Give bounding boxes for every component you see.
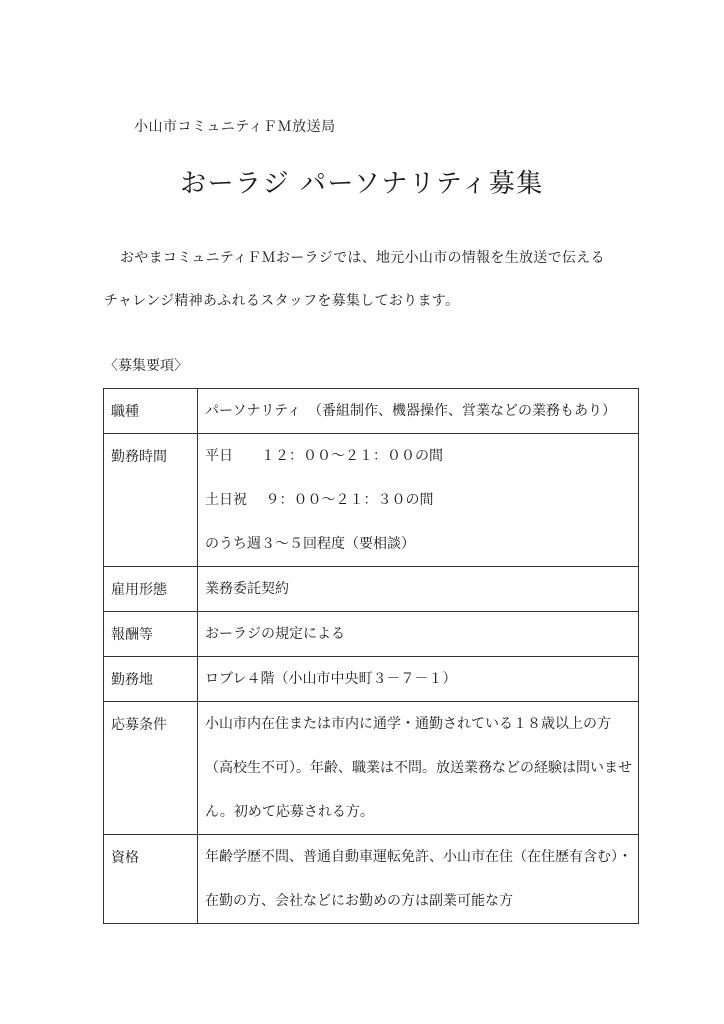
row-value <box>198 835 639 924</box>
row-value <box>198 657 639 702</box>
intro-line-1: おやまコミュニティＦＭおーラジでは、地元小山市の情報を生放送で伝える <box>120 250 605 266</box>
table-row-working-hours <box>104 434 639 567</box>
table-row-work-location <box>104 657 639 702</box>
row-value <box>198 612 639 657</box>
row-key: 応募条件 <box>104 702 198 835</box>
row-key: 勤務地 <box>104 657 198 702</box>
row-value-line: おーラジの規定による <box>205 626 345 642</box>
row-value-line: ん。初めて応募される方。 <box>205 804 374 820</box>
row-key: 雇用形態 <box>104 567 198 612</box>
table-row-qualifications <box>104 835 639 924</box>
row-value <box>198 702 639 835</box>
table-row-compensation <box>104 612 639 657</box>
row-value-line: 業務委託契約 <box>205 581 289 597</box>
row-key: 資格 <box>104 835 198 924</box>
row-value-line: 年齢学歴不問、普通自動車運転免許、小山市在住（在住歴有含む）・ <box>205 849 632 865</box>
row-value-line: 小山市内在住または市内に通学・通勤されている１８歳以上の方 <box>205 716 611 732</box>
row-key: 職種 <box>104 389 198 434</box>
row-value-line: 在勤の方、会社などにお勤めの方は副業可能な方 <box>205 893 513 909</box>
page-title: おーラジ パーソナリティ募集 <box>180 169 544 199</box>
organization-name: 小山市コミュニティＦＭ放送局 <box>134 119 336 135</box>
row-value-line: のうち週３～５回程度（要相談） <box>205 536 415 552</box>
table-row-job-type <box>104 389 639 434</box>
row-value-line: パーソナリティ （番組制作、機器操作、営業などの業務もあり） <box>205 403 617 419</box>
section-heading: 〈募集要項〉 <box>104 358 188 374</box>
row-value-line: ロブレ４階（小山市中央町３－７－１） <box>205 671 457 687</box>
table-row-employment-type <box>104 567 639 612</box>
row-value <box>198 389 639 434</box>
row-value-line: （高校生不可）。年齢、職業は不問。放送業務などの経験は問いませ <box>205 760 632 776</box>
row-key: 報酬等 <box>104 612 198 657</box>
row-key: 勤務時間 <box>104 434 198 567</box>
intro-line-2: チャレンジ精神あふれるスタッフを募集しております。 <box>104 293 460 309</box>
row-value-line: 平日 １２：００～２１：００の間 <box>205 448 443 464</box>
requirements-table <box>103 388 639 924</box>
row-value <box>198 567 639 612</box>
row-value-line: 土日祝 ９：００～２１：３０の間 <box>205 492 434 508</box>
row-value <box>198 434 639 567</box>
table-row-application-conditions <box>104 702 639 835</box>
